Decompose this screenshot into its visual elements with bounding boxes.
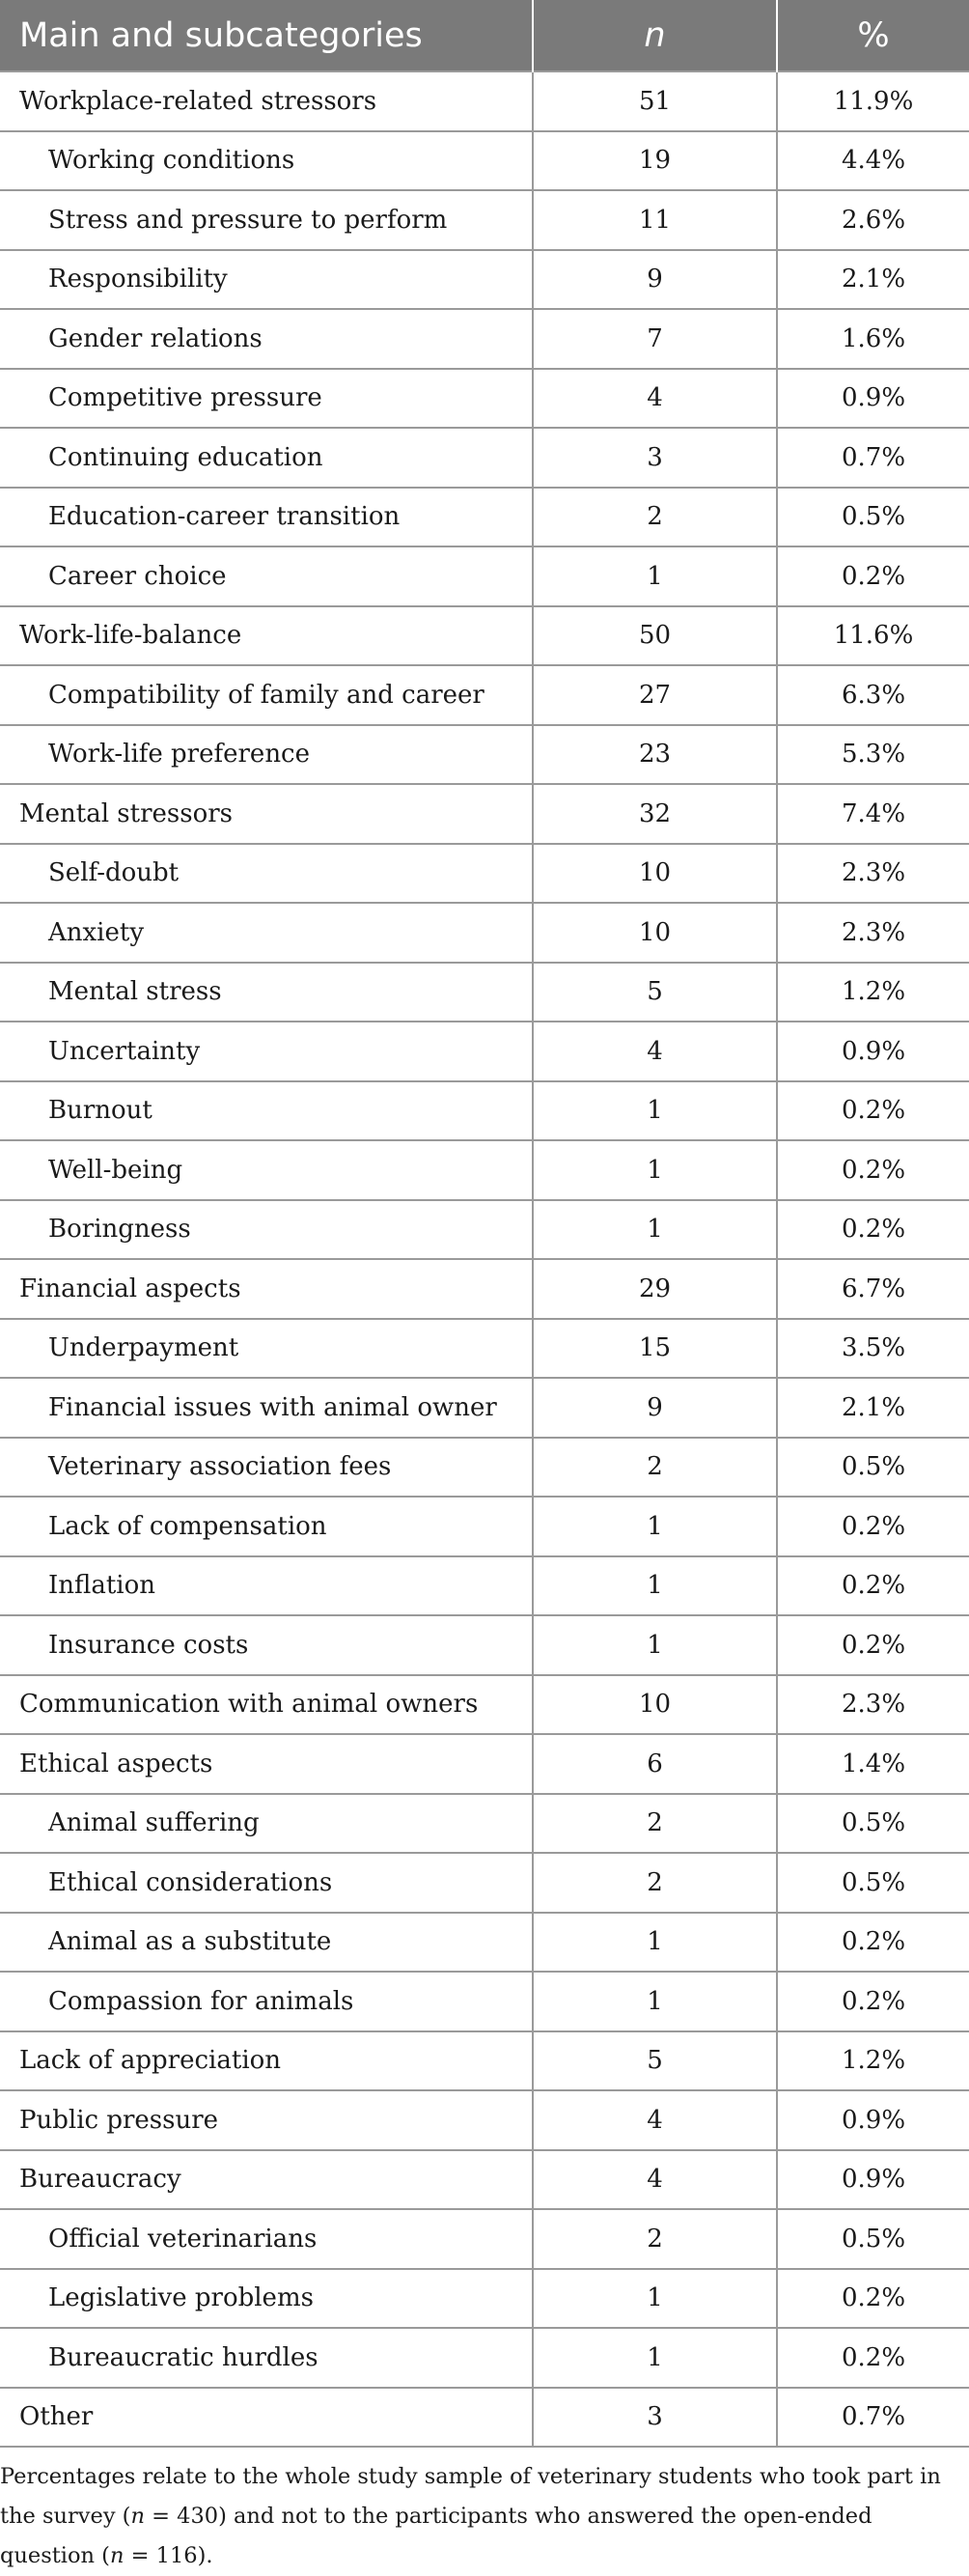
percent-value: 2.3%	[777, 903, 969, 963]
footnote-text-1: Percentages relate to the whole study sample of veterinary students who took part in the survey (	[0, 2464, 941, 2529]
table-body	[0, 71, 969, 2447]
count-value: 2	[533, 1853, 777, 1913]
count-value: 51	[533, 71, 777, 131]
count-value: 1	[533, 2269, 777, 2329]
category-label: Financial issues with animal owner	[0, 1378, 533, 1438]
count-value: 27	[533, 665, 777, 725]
table-row-subcategory	[0, 903, 969, 963]
percent-value: 0.7%	[777, 428, 969, 488]
count-value: 19	[533, 131, 777, 191]
percent-value: 0.9%	[777, 1022, 969, 1081]
table-row-subcategory	[0, 1556, 969, 1616]
percent-value: 0.5%	[777, 488, 969, 547]
percent-value: 0.5%	[777, 1794, 969, 1854]
table-row-subcategory	[0, 2269, 969, 2329]
category-label: Mental stressors	[0, 784, 533, 844]
footnote-n-symbol: n	[130, 2504, 145, 2529]
count-value: 1	[533, 546, 777, 606]
count-value: 2	[533, 1438, 777, 1498]
category-label: Mental stress	[0, 963, 533, 1022]
category-label: Ethical aspects	[0, 1734, 533, 1794]
category-label: Underpayment	[0, 1319, 533, 1379]
table-row-subcategory	[0, 1022, 969, 1081]
percent-value: 0.2%	[777, 1497, 969, 1556]
count-value: 15	[533, 1319, 777, 1379]
category-label: Legislative problems	[0, 2269, 533, 2329]
table-row-main-category	[0, 2150, 969, 2210]
table-row-subcategory	[0, 963, 969, 1022]
percent-value: 2.6%	[777, 190, 969, 250]
count-value: 1	[533, 1200, 777, 1260]
table-row-subcategory	[0, 1438, 969, 1498]
count-value: 1	[533, 1972, 777, 2031]
category-label: Inflation	[0, 1556, 533, 1616]
table-row-subcategory	[0, 1497, 969, 1556]
percent-value: 1.2%	[777, 2031, 969, 2091]
percent-value: 2.3%	[777, 844, 969, 904]
category-label: Competitive pressure	[0, 369, 533, 429]
table-row-subcategory	[0, 665, 969, 725]
category-label: Other	[0, 2388, 533, 2448]
percent-value: 0.5%	[777, 1853, 969, 1913]
percent-value: 2.3%	[777, 1675, 969, 1735]
count-value: 23	[533, 725, 777, 785]
category-label: Career choice	[0, 546, 533, 606]
category-label: Continuing education	[0, 428, 533, 488]
percent-value: 1.6%	[777, 309, 969, 369]
percent-value: 0.2%	[777, 1200, 969, 1260]
percent-value: 7.4%	[777, 784, 969, 844]
count-value: 1	[533, 2328, 777, 2388]
percent-value: 6.7%	[777, 1259, 969, 1319]
table-row-subcategory	[0, 725, 969, 785]
category-label: Veterinary association fees	[0, 1438, 533, 1498]
table-header	[0, 0, 969, 71]
category-label: Self-doubt	[0, 844, 533, 904]
count-value: 6	[533, 1734, 777, 1794]
percent-value: 0.9%	[777, 369, 969, 429]
category-label: Burnout	[0, 1081, 533, 1141]
header-row	[0, 0, 969, 71]
percent-value: 2.1%	[777, 250, 969, 310]
percent-value: 0.2%	[777, 2269, 969, 2329]
percent-value: 0.9%	[777, 2090, 969, 2150]
category-label: Anxiety	[0, 903, 533, 963]
count-value: 11	[533, 190, 777, 250]
count-value: 32	[533, 784, 777, 844]
table-row-main-category	[0, 784, 969, 844]
table-row-main-category	[0, 1675, 969, 1735]
category-label: Uncertainty	[0, 1022, 533, 1081]
category-label: Boringness	[0, 1200, 533, 1260]
table-row-main-category	[0, 2031, 969, 2091]
count-value: 1	[533, 1081, 777, 1141]
category-label: Lack of appreciation	[0, 2031, 533, 2091]
table-row-main-category	[0, 2388, 969, 2448]
percent-value: 0.5%	[777, 1438, 969, 1498]
table-row-subcategory	[0, 1081, 969, 1141]
count-value: 9	[533, 250, 777, 310]
percent-value: 0.2%	[777, 1615, 969, 1675]
percent-value: 0.9%	[777, 2150, 969, 2210]
percent-value: 6.3%	[777, 665, 969, 725]
footnote-text-3: = 116).	[124, 2543, 213, 2568]
table-row-subcategory	[0, 1140, 969, 1200]
count-value: 1	[533, 1556, 777, 1616]
count-value: 1	[533, 1497, 777, 1556]
count-value: 4	[533, 2090, 777, 2150]
category-label: Official veterinarians	[0, 2209, 533, 2269]
category-label: Responsibility	[0, 250, 533, 310]
table-row-main-category	[0, 2090, 969, 2150]
table-row-subcategory	[0, 309, 969, 369]
category-label: Communication with animal owners	[0, 1675, 533, 1735]
count-value: 7	[533, 309, 777, 369]
percent-value: 11.6%	[777, 606, 969, 666]
table-footnote	[0, 2448, 969, 2576]
count-value: 4	[533, 1022, 777, 1081]
header-n: n	[533, 0, 777, 71]
count-value: 1	[533, 1140, 777, 1200]
category-label: Lack of compensation	[0, 1497, 533, 1556]
table-row-subcategory	[0, 1319, 969, 1379]
count-value: 2	[533, 1794, 777, 1854]
count-value: 2	[533, 2209, 777, 2269]
table-row-subcategory	[0, 190, 969, 250]
percent-value: 11.9%	[777, 71, 969, 131]
percent-value: 2.1%	[777, 1378, 969, 1438]
percent-value: 0.5%	[777, 2209, 969, 2269]
table-row-subcategory	[0, 250, 969, 310]
header-category: Main and subcategories	[0, 0, 533, 71]
category-label: Financial aspects	[0, 1259, 533, 1319]
table-row-subcategory	[0, 131, 969, 191]
category-label: Compatibility of family and career	[0, 665, 533, 725]
percent-value: 0.2%	[777, 1972, 969, 2031]
footnote-text-2: = 430) and not to the participants who answered the open-ended question (	[0, 2504, 872, 2568]
count-value: 50	[533, 606, 777, 666]
table-row-subcategory	[0, 488, 969, 547]
percent-value: 0.2%	[777, 546, 969, 606]
footnote-n-symbol: n	[109, 2543, 125, 2568]
category-label: Education-career transition	[0, 488, 533, 547]
table-row-main-category	[0, 71, 969, 131]
table-row-subcategory	[0, 844, 969, 904]
category-label: Insurance costs	[0, 1615, 533, 1675]
category-label: Work-life-balance	[0, 606, 533, 666]
category-label: Gender relations	[0, 309, 533, 369]
count-value: 1	[533, 1615, 777, 1675]
category-label: Animal as a substitute	[0, 1913, 533, 1973]
count-value: 5	[533, 2031, 777, 2091]
table-row-subcategory	[0, 1378, 969, 1438]
category-label: Animal suffering	[0, 1794, 533, 1854]
table-row-subcategory	[0, 2209, 969, 2269]
percent-value: 0.2%	[777, 1081, 969, 1141]
percent-value: 0.2%	[777, 1556, 969, 1616]
count-value: 3	[533, 428, 777, 488]
count-value: 10	[533, 1675, 777, 1735]
category-label: Working conditions	[0, 131, 533, 191]
percent-value: 4.4%	[777, 131, 969, 191]
percent-value: 0.2%	[777, 2328, 969, 2388]
percent-value: 1.4%	[777, 1734, 969, 1794]
percent-value: 0.2%	[777, 1140, 969, 1200]
percent-value: 5.3%	[777, 725, 969, 785]
table-row-subcategory	[0, 1853, 969, 1913]
category-label: Bureaucracy	[0, 2150, 533, 2210]
table-row-subcategory	[0, 1972, 969, 2031]
table-row-subcategory	[0, 1794, 969, 1854]
table-row-subcategory	[0, 546, 969, 606]
count-value: 4	[533, 369, 777, 429]
percent-value: 0.2%	[777, 1913, 969, 1973]
table-row-subcategory	[0, 428, 969, 488]
table-row-main-category	[0, 1259, 969, 1319]
count-value: 1	[533, 1913, 777, 1973]
category-label: Public pressure	[0, 2090, 533, 2150]
category-label: Stress and pressure to perform	[0, 190, 533, 250]
table-row-subcategory	[0, 1200, 969, 1260]
table-row-subcategory	[0, 369, 969, 429]
category-label: Workplace-related stressors	[0, 71, 533, 131]
count-value: 9	[533, 1378, 777, 1438]
table-row-subcategory	[0, 1615, 969, 1675]
count-value: 5	[533, 963, 777, 1022]
count-value: 3	[533, 2388, 777, 2448]
table-row-subcategory	[0, 2328, 969, 2388]
table-row-main-category	[0, 1734, 969, 1794]
percent-value: 3.5%	[777, 1319, 969, 1379]
count-value: 10	[533, 844, 777, 904]
category-label: Work-life preference	[0, 725, 533, 785]
count-value: 4	[533, 2150, 777, 2210]
header-percent: %	[777, 0, 969, 71]
category-label: Compassion for animals	[0, 1972, 533, 2031]
count-value: 2	[533, 488, 777, 547]
table-row-main-category	[0, 606, 969, 666]
category-label: Bureaucratic hurdles	[0, 2328, 533, 2388]
category-label: Well-being	[0, 1140, 533, 1200]
category-label: Ethical considerations	[0, 1853, 533, 1913]
table-row-subcategory	[0, 1913, 969, 1973]
percent-value: 0.7%	[777, 2388, 969, 2448]
percent-value: 1.2%	[777, 963, 969, 1022]
count-value: 29	[533, 1259, 777, 1319]
count-value: 10	[533, 903, 777, 963]
